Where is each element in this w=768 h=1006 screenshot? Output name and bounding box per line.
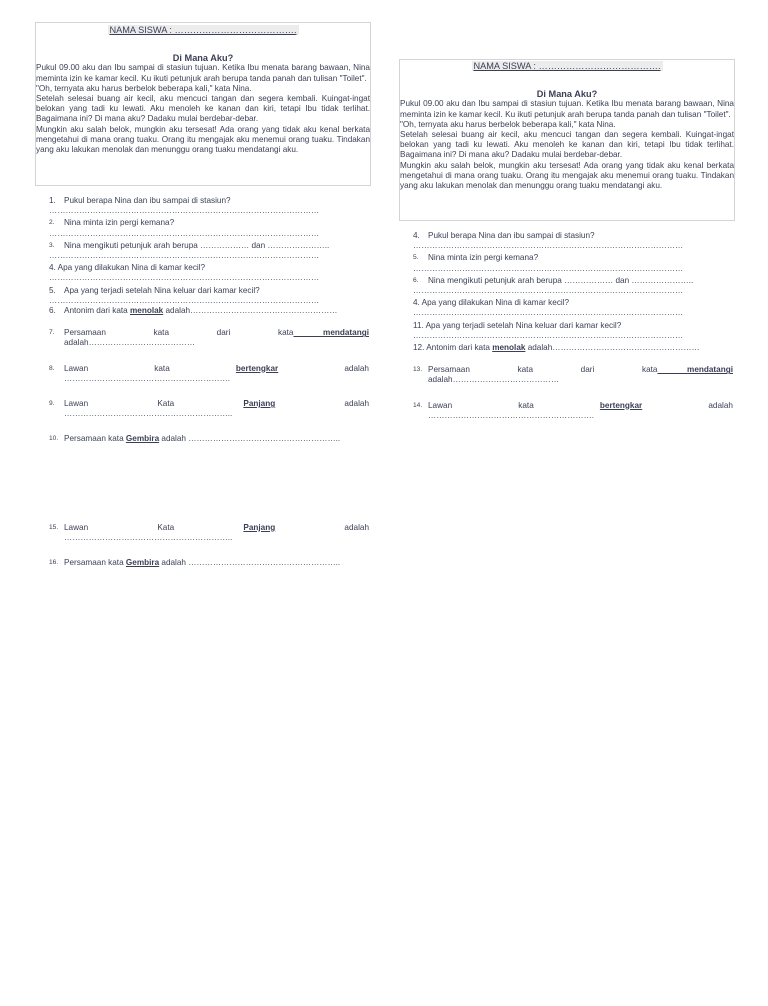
question-14: 14. Lawan kata bertengkar adalah …………………………………………………….: [413, 400, 733, 420]
answer-line[interactable]: ………………………………………………………………………………………: [49, 228, 320, 238]
left-story-title: Di Mana Aku?: [172, 53, 234, 64]
right-story-box: [399, 59, 735, 221]
answer-line[interactable]: ………………………………………………………………………………………: [413, 308, 684, 318]
question-1: 1. Pukul berapa Nina dan ibu sampai di stasiun? ………………………………………………………………………………………: [49, 196, 369, 216]
left-story-text: [36, 63, 370, 155]
story-paragraph: Mungkin aku salah belok, mungkin aku tersesat! Ada orang yang tidak aku kenal berkata mengetahui di mana orang tuaku. Orang itu mengajak aku menemui orang tuaku. Tindakan yang aku lakukan menolak dan menunggu orang tuaku mendatangi aku.: [400, 160, 734, 191]
question-15: 15. Lawan Kata Panjang adalah ……………………………………………………..: [49, 522, 369, 542]
keyword-menolak: menolak: [492, 343, 526, 353]
answer-line[interactable]: …………………………………………………….: [428, 410, 595, 420]
story-paragraph: Mungkin aku salah belok, mungkin aku tersesat! Ada orang yang tidak aku kenal berkata mengetahui di mana orang tuaku. Orang itu mengajak aku menemui orang tuaku. Tindakan yang aku lakukan menolak dan menunggu orang tuaku mendatangi aku.: [36, 124, 370, 155]
answer-line[interactable]: ………………………………………………………………………………………: [413, 286, 684, 296]
question-7: 7. Persamaan kata dari kata mendatangi adalah…………………………………: [49, 328, 369, 348]
question-5: 5. Nina minta izin pergi kemana? ………………………………………………………………………………………: [413, 253, 733, 273]
question-16: 16. Persamaan kata Gembira adalah ………………………………………………..: [49, 558, 341, 568]
left-story-box: [35, 22, 371, 186]
question-11: 11. Apa yang terjadi setelah Nina keluar dari kamar kecil? ………………………………………………………………………………………: [413, 321, 733, 341]
keyword-menolak: menolak: [130, 306, 164, 316]
answer-line[interactable]: ………………………………………………………………………………………: [49, 206, 320, 216]
question-3: 3. Nina mengikuti petunjuk arah berupa ……………… dan ………………….. ………………………………………………………………………………………: [49, 241, 369, 261]
keyword-gembira: Gembira: [125, 434, 160, 444]
keyword-panjang: Panjang: [243, 522, 276, 532]
answer-line[interactable]: ………………………………………………………………………………………: [49, 251, 320, 261]
story-paragraph: "Oh, ternyata aku harus berbelok beberapa kali," kata Nina.: [36, 83, 252, 93]
story-paragraph: Setelah selesai buang air kecil, aku mencuci tangan dan segera kembali. Kuingat-ingat belokan yang tadi ku lewati. Aku menoleh ke kanan dan kiri, tetapi Ibu tidak terlihat. Bagaimana ini? Di mana aku? Dadaku mulai berdebar-debar.: [400, 130, 734, 160]
answer-line[interactable]: ………………………………………………………………………………………: [413, 330, 684, 340]
keyword-gembira: Gembira: [125, 558, 160, 568]
keyword-bertengkar: bertengkar: [235, 363, 279, 373]
question-4: 4. Pukul berapa Nina dan ibu sampai di stasiun? ………………………………………………………………………………………: [413, 231, 733, 251]
question-4: 4. Apa yang dilakukan Nina di kamar kecil? ………………………………………………………………………………………: [49, 263, 369, 283]
answer-line[interactable]: ………………………………………………………………………………………: [413, 241, 684, 251]
keyword-mendatangi: mendatangi: [323, 328, 369, 338]
question-5: 5. Apa yang terjadi setelah Nina keluar dari kamar kecil? ………………………………………………………………………………………: [49, 286, 369, 306]
right-student-name: NAMA SISWA : ………………………………….: [473, 61, 661, 71]
answer-line[interactable]: ………………………………………………………………………………………: [413, 263, 684, 273]
question-6: 6. Antonim dari kata menolak adalah………………………………………………: [49, 306, 338, 316]
answer-line[interactable]: ……………………………………………………..: [64, 409, 233, 419]
answer-line[interactable]: adalah…………………………………: [64, 338, 196, 348]
story-paragraph: "Oh, ternyata aku harus berbelok beberapa kali," kata Nina.: [400, 119, 616, 129]
story-paragraph: Setelah selesai buang air kecil, aku mencuci tangan dan segera kembali. Kuingat-ingat belokan yang tadi ku lewati. Aku menoleh ke kanan dan kiri, tetapi Ibu tidak terlihat. Bagaimana ini? Di mana aku? Dadaku mulai berdebar-debar.: [36, 94, 370, 124]
story-paragraph: Pukul 09.00 aku dan Ibu sampai di stasiun tujuan. Ketika Ibu menata barang bawaan, Nina meminta izin ke kamar kecil. Ku ikuti petunjuk arah berupa tanda panah dan tulisan "Toilet".: [400, 99, 734, 119]
right-story-title: Di Mana Aku?: [536, 89, 598, 100]
right-story-text: [400, 99, 734, 191]
keyword-panjang: Panjang: [243, 399, 276, 409]
question-2: 2. Nina minta izin pergi kemana? ………………………………………………………………………………………: [49, 218, 369, 238]
answer-line[interactable]: ……………………………………………………..: [64, 532, 233, 542]
left-worksheet: [35, 22, 370, 568]
answer-line[interactable]: adalah…………………………………: [428, 375, 560, 385]
keyword-mendatangi: mendatangi: [687, 365, 733, 375]
question-12: 12. Antonim dari kata menolak adalah………………………………………………: [413, 343, 700, 353]
question-9: 9. Lawan Kata Panjang adalah ……………………………………………………..: [49, 399, 369, 419]
question-10: 10. Persamaan kata Gembira adalah ………………………………………………..: [49, 434, 341, 444]
answer-line[interactable]: ………………………………………………………………………………………: [49, 273, 320, 283]
left-student-name: NAMA SISWA : ………………………………….: [109, 25, 297, 35]
answer-line[interactable]: ………………………………………………………………………………………: [49, 295, 320, 305]
keyword-bertengkar: bertengkar: [599, 400, 643, 410]
question-6: 6. Nina mengikuti petunjuk arah berupa ……………… dan ………………….. ………………………………………………………………………………………: [413, 276, 733, 296]
question-8: 8. Lawan kata bertengkar adalah …………………………………………………….: [49, 363, 369, 383]
question-13: 13. Persamaan kata dari kata mendatangi adalah…………………………………: [413, 365, 733, 385]
right-worksheet: [399, 59, 734, 420]
answer-line[interactable]: …………………………………………………….: [64, 373, 231, 383]
story-paragraph: Pukul 09.00 aku dan Ibu sampai di stasiun tujuan. Ketika Ibu menata barang bawaan, Nina meminta izin ke kamar kecil. Ku ikuti petunjuk arah berupa tanda panah dan tulisan "Toilet".: [36, 63, 370, 83]
question-4b: 4. Apa yang dilakukan Nina di kamar kecil? ………………………………………………………………………………………: [413, 298, 733, 318]
